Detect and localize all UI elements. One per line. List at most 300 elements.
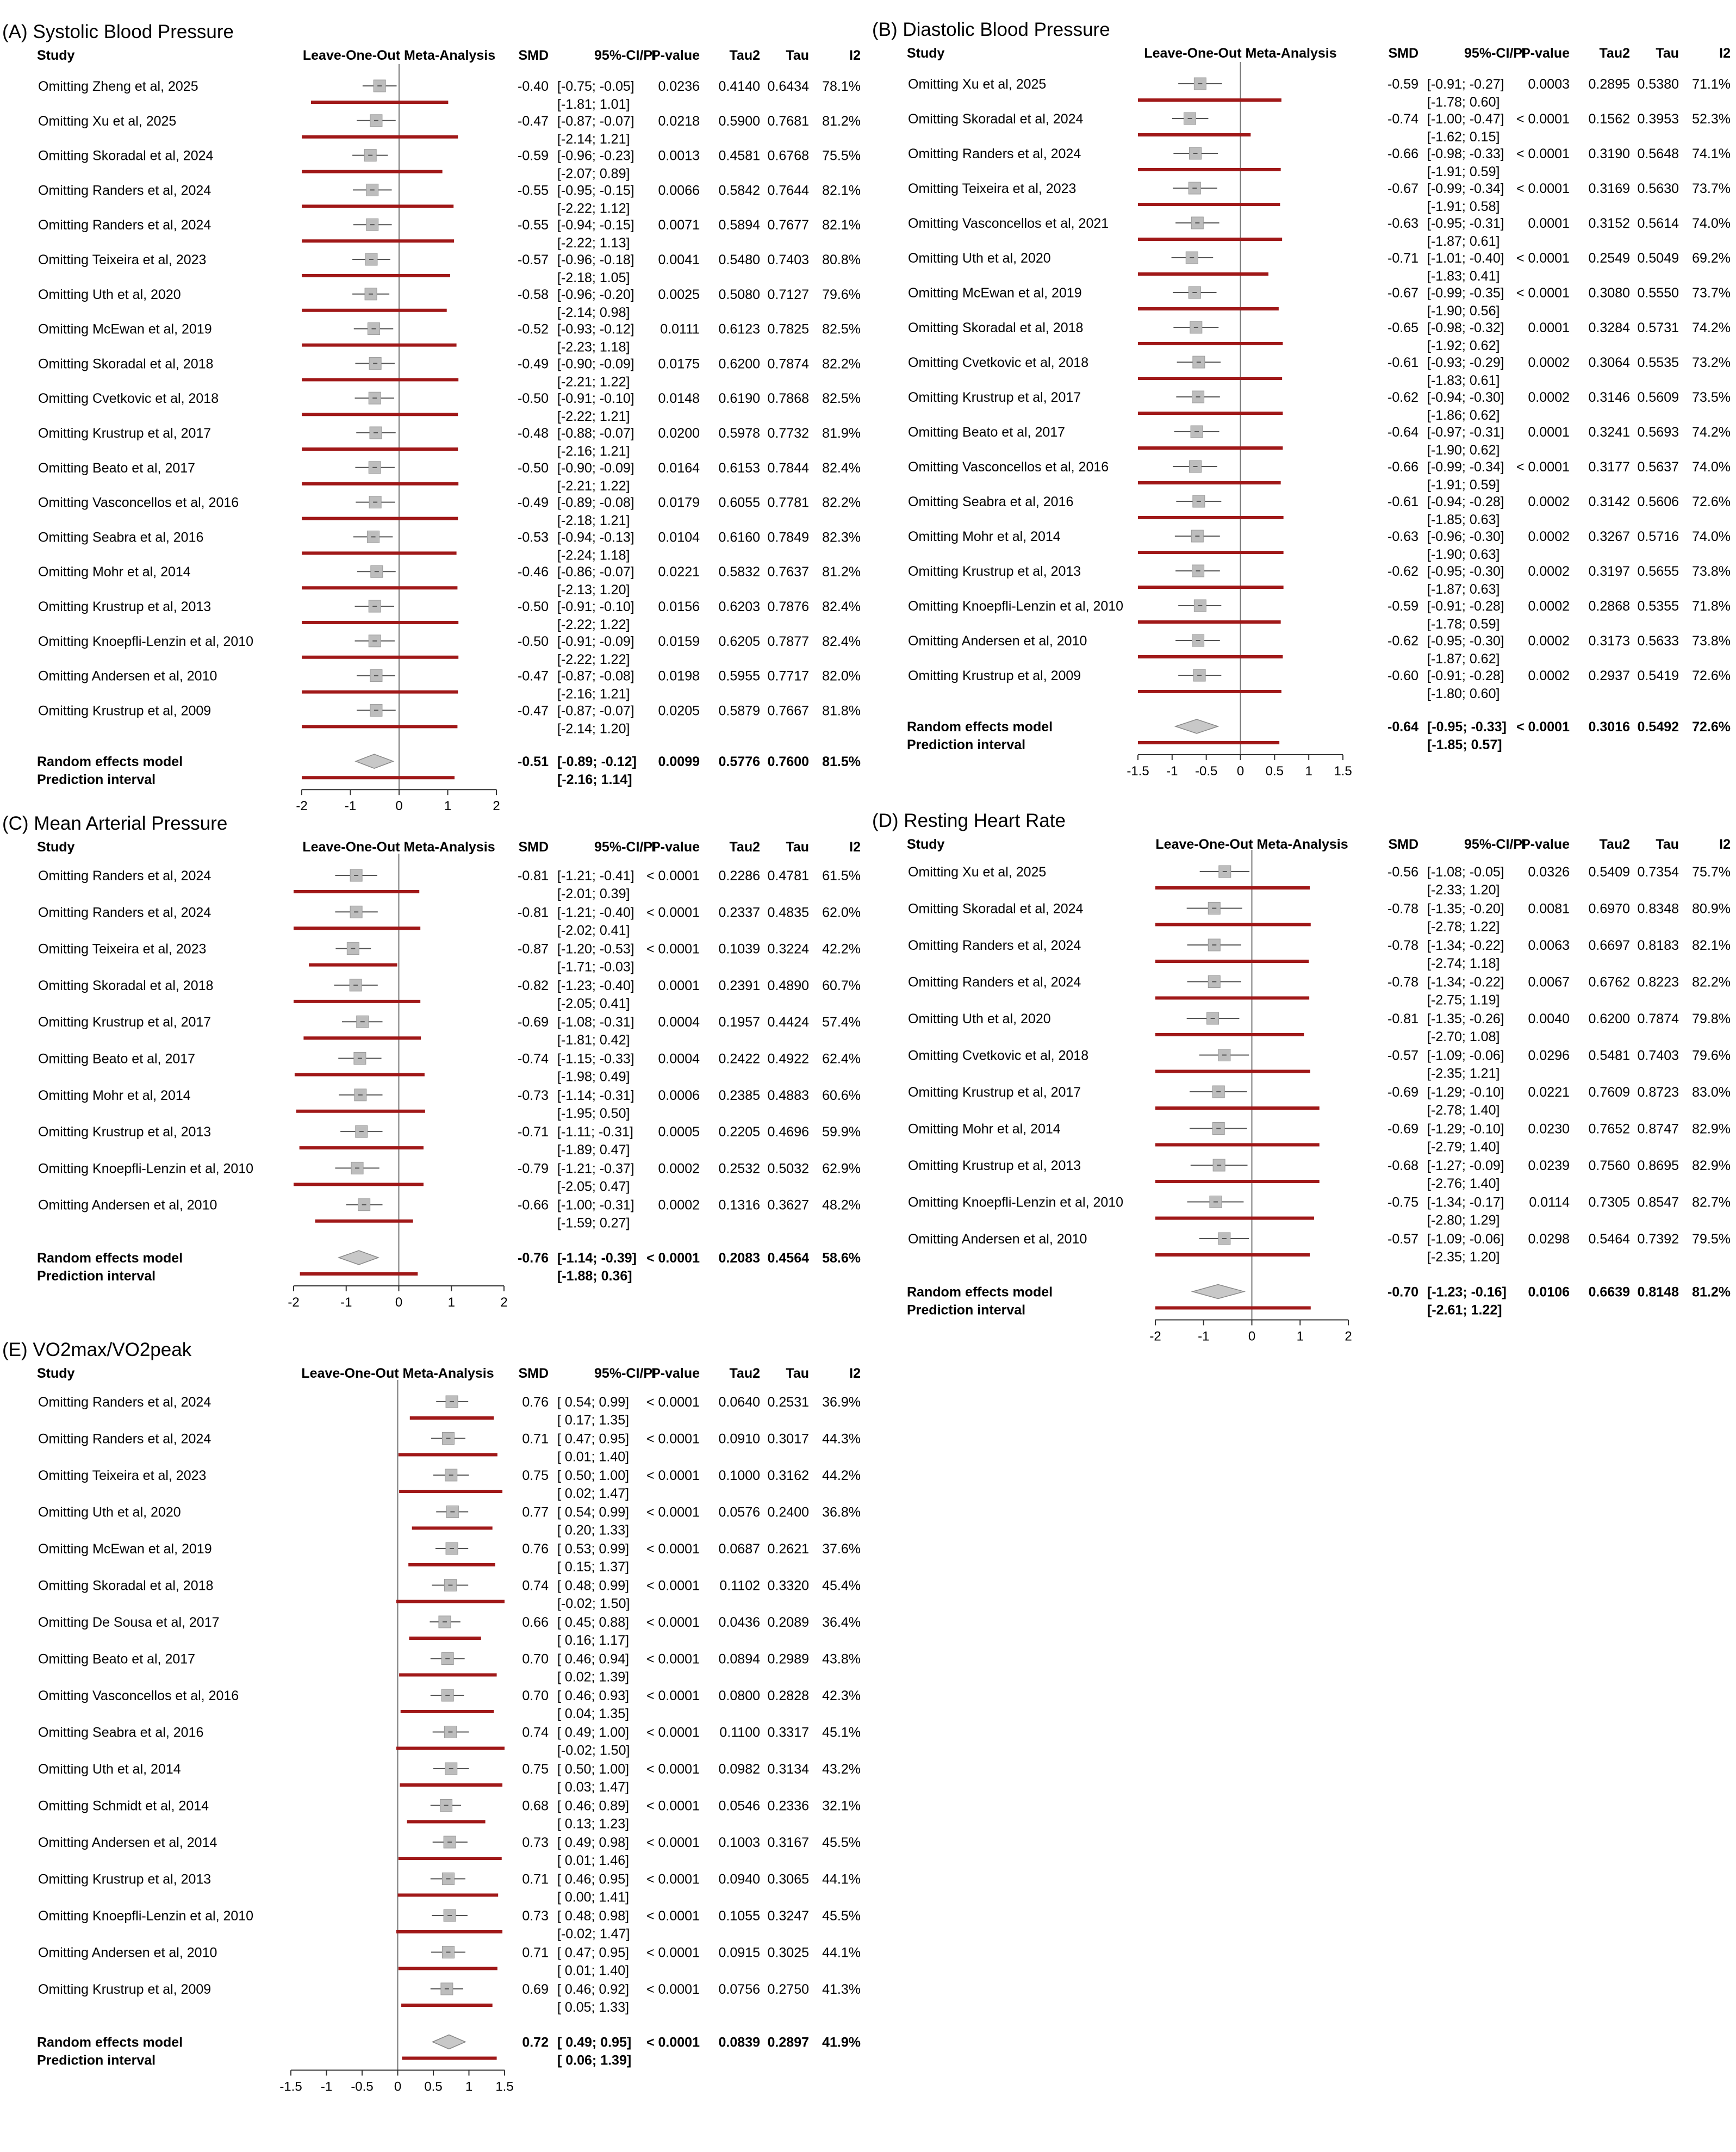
study-9-pi: [-2.76; 1.40]: [1427, 1176, 1500, 1191]
study-7-i2: 83.0%: [1692, 1085, 1731, 1100]
study-9-ci: [-1.21; -0.37]: [557, 1161, 634, 1177]
study-1-smd: -0.56: [1387, 864, 1418, 880]
study-2-pvalue: 0.0218: [658, 113, 700, 129]
study-7-pi: [-2.78; 1.40]: [1427, 1103, 1500, 1118]
study-5-pvalue: 0.0040: [1528, 1011, 1570, 1027]
overall-pi: [-2.61; 1.22]: [1427, 1302, 1502, 1318]
study-3-pi: [-1.91; 0.59]: [1427, 164, 1500, 179]
study-4-tau: 0.7644: [767, 183, 809, 198]
study-12-smd: -0.50: [518, 460, 549, 476]
study-16-i2: 71.8%: [1692, 599, 1731, 614]
study-2-pi: [-2.78; 1.22]: [1427, 919, 1500, 935]
study-10-pvalue: < 0.0001: [646, 1725, 700, 1740]
study-17-label: Omitting Krustrup et al, 2009: [38, 1982, 211, 1997]
overall-pi: [-1.85; 0.57]: [1427, 737, 1502, 752]
study-4-tau: 0.5630: [1637, 181, 1679, 196]
study-7-smd: 0.66: [522, 1615, 549, 1630]
study-11-i2: 74.2%: [1692, 425, 1731, 440]
study-17-label: Omitting Andersen et al, 2010: [908, 633, 1087, 649]
study-9-ci: [-0.90; -0.09]: [557, 356, 634, 372]
study-16-pi: [-1.78; 0.59]: [1427, 617, 1500, 632]
study-9-pvalue: 0.0002: [658, 1161, 700, 1177]
study-17-i2: 41.3%: [822, 1982, 861, 1997]
study-2-tau2: 0.2337: [718, 905, 760, 920]
study-3-pvalue: < 0.0001: [646, 941, 700, 957]
study-6-pi: [-2.18; 1.05]: [557, 270, 630, 285]
study-5-smd: -0.69: [518, 1015, 549, 1030]
study-7-smd: -0.69: [1387, 1085, 1418, 1100]
study-8-smd: -0.71: [518, 1124, 549, 1140]
study-8-pvalue: 0.0005: [658, 1124, 700, 1140]
study-1-smd: -0.40: [518, 79, 549, 94]
study-12-pvalue: < 0.0001: [646, 1798, 700, 1814]
prediction-label: Prediction interval: [37, 2053, 156, 2068]
study-5-pi: [ 0.15; 1.37]: [557, 1559, 630, 1575]
study-16-smd: 0.71: [522, 1945, 549, 1961]
study-15-smd: 0.73: [522, 1908, 549, 1924]
study-14-tau2: 0.3267: [1588, 529, 1630, 544]
study-2-tau2: 0.1562: [1588, 111, 1630, 127]
study-10-pvalue: 0.0002: [1528, 390, 1570, 405]
study-10-label: Omitting Cvetkovic et al, 2018: [38, 391, 219, 407]
study-16-pi: [-2.22; 1.22]: [557, 617, 630, 632]
study-18-pvalue: 0.0002: [1528, 668, 1570, 683]
study-19-pvalue: 0.0205: [658, 703, 700, 719]
study-1-tau2: 0.2286: [718, 868, 760, 884]
x-tick-label: 1: [1305, 764, 1312, 779]
study-7-i2: 60.6%: [822, 1087, 861, 1103]
study-1-pvalue: 0.0003: [1528, 77, 1570, 92]
study-14-label: Omitting Seabra et al, 2016: [38, 530, 204, 545]
study-1-label: Omitting Xu et al, 2025: [908, 864, 1047, 880]
study-13-i2: 45.5%: [822, 1835, 861, 1850]
study-17-smd: -0.62: [1387, 633, 1418, 649]
study-2-label: Omitting Skoradal et al, 2024: [908, 901, 1084, 917]
study-12-pi: [-2.21; 1.22]: [557, 478, 630, 494]
study-13-tau: 0.7781: [767, 495, 809, 511]
study-15-tau: 0.3247: [767, 1908, 809, 1924]
study-8-ci: [-1.29; -0.10]: [1427, 1121, 1504, 1137]
study-9-tau2: 0.6200: [718, 356, 760, 372]
study-4-smd: -0.55: [518, 183, 549, 198]
study-1-ci: [-1.08; -0.05]: [1427, 864, 1504, 880]
study-4-i2: 82.2%: [1692, 974, 1731, 990]
study-15-tau: 0.7637: [767, 564, 809, 580]
study-9-smd: -0.79: [518, 1161, 549, 1177]
study-4-i2: 82.1%: [822, 183, 861, 198]
study-8-label: Omitting Krustrup et al, 2013: [38, 1124, 211, 1140]
study-9-label: Omitting Knoepfli-Lenzin et al, 2010: [38, 1161, 254, 1177]
study-1-pi: [-1.81; 1.01]: [557, 97, 630, 112]
study-11-ci: [-0.97; -0.31]: [1427, 425, 1504, 440]
pooled-estimate-diamond: [356, 754, 393, 768]
overall-tau2: 0.6639: [1588, 1284, 1630, 1300]
pooled-estimate-diamond: [339, 1251, 378, 1265]
study-6-smd: -0.57: [518, 252, 549, 268]
study-9-ci: [ 0.46; 0.93]: [557, 1688, 630, 1703]
forest-plot-mean-arterial-pressure: [0, 810, 870, 1332]
study-16-tau2: 0.0915: [718, 1945, 760, 1961]
overall-ci: [-1.23; -0.16]: [1427, 1284, 1507, 1300]
study-7-pvalue: 0.0025: [658, 287, 700, 302]
forest-plot-systolic-bp: [0, 0, 870, 810]
study-11-pvalue: 0.0298: [1528, 1232, 1570, 1247]
study-10-tau: 0.7868: [767, 391, 809, 407]
study-19-i2: 81.8%: [822, 703, 861, 719]
overall-tau: 0.8148: [1637, 1284, 1679, 1300]
study-8-tau: 0.4696: [767, 1124, 809, 1140]
overall-tau: 0.2897: [767, 2035, 809, 2050]
overall-label: Random effects model: [37, 754, 183, 770]
study-2-i2: 44.3%: [822, 1431, 861, 1447]
study-3-i2: 74.1%: [1692, 146, 1731, 161]
study-1-label: Omitting Zheng et al, 2025: [38, 79, 198, 94]
study-12-smd: 0.68: [522, 1798, 549, 1814]
study-3-tau: 0.8183: [1637, 938, 1679, 953]
study-5-i2: 74.0%: [1692, 216, 1731, 231]
x-tick-label: 1.5: [495, 2079, 514, 2094]
x-tick-label: -1.5: [279, 2079, 302, 2094]
study-6-tau: 0.3320: [767, 1578, 809, 1594]
study-6-tau2: 0.5481: [1588, 1048, 1630, 1063]
prediction-label: Prediction interval: [907, 737, 1026, 752]
study-11-pvalue: 0.0200: [658, 426, 700, 441]
study-6-smd: -0.57: [1387, 1048, 1418, 1063]
study-7-smd: -0.67: [1387, 285, 1418, 301]
study-9-pi: [-1.83; 0.61]: [1427, 373, 1500, 388]
study-5-tau: 0.2621: [767, 1541, 809, 1557]
overall-tau: 0.4564: [767, 1251, 809, 1266]
study-18-smd: -0.47: [518, 668, 549, 684]
study-12-tau2: 0.6153: [718, 460, 760, 476]
study-1-pvalue: 0.0326: [1528, 864, 1570, 880]
study-2-i2: 80.9%: [1692, 901, 1731, 917]
study-10-pvalue: 0.0002: [658, 1197, 700, 1213]
study-2-tau: 0.3017: [767, 1431, 809, 1447]
study-5-label: Omitting McEwan et al, 2019: [38, 1541, 212, 1557]
study-2-smd: -0.74: [1387, 111, 1418, 127]
study-14-label: Omitting Mohr et al, 2014: [908, 529, 1061, 544]
study-9-smd: -0.49: [518, 356, 549, 372]
overall-i2: 81.5%: [822, 754, 861, 770]
study-16-tau2: 0.2868: [1588, 599, 1630, 614]
x-tick-label: 0.5: [424, 2079, 443, 2094]
study-4-label: Omitting Randers et al, 2024: [38, 183, 211, 198]
study-4-tau2: 0.5842: [718, 183, 760, 198]
study-8-pi: [-1.92; 0.62]: [1427, 338, 1500, 353]
study-6-i2: 69.2%: [1692, 251, 1731, 266]
study-6-ci: [-1.15; -0.33]: [557, 1051, 634, 1067]
study-1-label: Omitting Xu et al, 2025: [908, 77, 1047, 92]
study-18-pi: [-1.80; 0.60]: [1427, 686, 1500, 701]
x-tick-label: 0: [395, 799, 403, 810]
study-11-i2: 43.2%: [822, 1762, 861, 1777]
study-14-label: Omitting Krustrup et al, 2013: [38, 1871, 211, 1887]
x-tick-label: 0: [1248, 1329, 1256, 1344]
study-17-smd: -0.50: [518, 633, 549, 649]
study-10-pi: [-0.02; 1.50]: [557, 1743, 630, 1758]
study-1-label: Omitting Randers et al, 2024: [38, 868, 211, 884]
study-2-pi: [-1.62; 0.15]: [1427, 129, 1500, 145]
study-6-i2: 80.8%: [822, 252, 861, 268]
study-13-i2: 72.6%: [1692, 494, 1731, 509]
study-2-tau: 0.8348: [1637, 901, 1679, 917]
study-3-tau: 0.3224: [767, 941, 809, 957]
study-14-tau2: 0.6160: [718, 530, 760, 545]
study-9-smd: -0.61: [1387, 355, 1418, 370]
study-11-tau2: 0.5464: [1588, 1232, 1630, 1247]
study-17-tau: 0.2750: [767, 1982, 809, 1997]
study-8-label: Omitting McEwan et al, 2019: [38, 321, 212, 337]
study-6-smd: 0.74: [522, 1578, 549, 1594]
study-10-pi: [-2.80; 1.29]: [1427, 1212, 1500, 1228]
study-4-tau2: 0.6762: [1588, 974, 1630, 990]
study-12-pi: [-1.91; 0.59]: [1427, 477, 1500, 493]
study-5-ci: [ 0.53; 0.99]: [557, 1541, 630, 1557]
study-11-ci: [-1.09; -0.06]: [1427, 1232, 1504, 1247]
header-plot: Leave-One-Out Meta-Analysis: [302, 48, 496, 63]
study-11-tau2: 0.0982: [718, 1762, 760, 1777]
study-4-pi: [-2.05; 0.41]: [557, 996, 630, 1011]
study-2-tau: 0.7681: [767, 113, 809, 129]
study-13-i2: 82.2%: [822, 495, 861, 511]
study-16-ci: [ 0.47; 0.95]: [557, 1945, 630, 1961]
study-1-pi: [ 0.17; 1.35]: [557, 1413, 630, 1428]
study-4-ci: [-0.95; -0.15]: [557, 183, 634, 198]
study-17-ci: [ 0.46; 0.92]: [557, 1982, 630, 1997]
study-19-label: Omitting Krustrup et al, 2009: [38, 703, 211, 719]
study-7-pvalue: < 0.0001: [1516, 285, 1570, 301]
study-11-smd: -0.57: [1387, 1232, 1418, 1247]
study-5-tau: 0.7874: [1637, 1011, 1679, 1027]
study-6-label: Omitting Beato et al, 2017: [38, 1051, 196, 1067]
study-19-ci: [-0.87; -0.07]: [557, 703, 634, 719]
study-13-ci: [-0.94; -0.28]: [1427, 494, 1504, 509]
study-11-ci: [-0.88; -0.07]: [557, 426, 634, 441]
study-17-pi: [ 0.05; 1.33]: [557, 2000, 630, 2015]
study-4-pi: [-2.75; 1.19]: [1427, 992, 1500, 1008]
study-12-i2: 32.1%: [822, 1798, 861, 1814]
header-ci: 95%-CI/PI: [594, 1366, 656, 1381]
study-7-smd: -0.58: [518, 287, 549, 302]
study-6-ci: [-0.96; -0.18]: [557, 252, 634, 268]
study-6-tau2: 0.2549: [1588, 251, 1630, 266]
study-9-pi: [ 0.04; 1.35]: [557, 1706, 630, 1721]
study-4-label: Omitting Uth et al, 2020: [38, 1504, 181, 1520]
study-7-label: Omitting Uth et al, 2020: [38, 287, 181, 302]
study-3-pvalue: 0.0063: [1528, 938, 1570, 953]
study-16-pvalue: 0.0002: [1528, 599, 1570, 614]
study-7-tau2: 0.0436: [718, 1615, 760, 1630]
study-10-pi: [-2.22; 1.21]: [557, 409, 630, 425]
study-7-pvalue: < 0.0001: [646, 1615, 700, 1630]
study-6-pvalue: < 0.0001: [646, 1578, 700, 1594]
header-smd: SMD: [1388, 46, 1418, 61]
study-17-pvalue: < 0.0001: [646, 1982, 700, 1997]
study-2-tau: 0.3953: [1637, 111, 1679, 127]
study-1-i2: 78.1%: [822, 79, 861, 94]
study-2-pvalue: < 0.0001: [646, 1431, 700, 1447]
study-4-pvalue: 0.0066: [658, 183, 700, 198]
study-1-tau: 0.2531: [767, 1395, 809, 1410]
study-17-tau2: 0.6205: [718, 633, 760, 649]
overall-pi: [-1.88; 0.36]: [557, 1268, 632, 1284]
study-17-pi: [-1.87; 0.62]: [1427, 651, 1500, 667]
study-16-pvalue: < 0.0001: [646, 1945, 700, 1961]
study-17-ci: [-0.95; -0.30]: [1427, 633, 1504, 649]
study-17-tau2: 0.0756: [718, 1982, 760, 1997]
study-6-i2: 45.4%: [822, 1578, 861, 1594]
study-3-tau2: 0.1000: [718, 1468, 760, 1483]
study-3-label: Omitting Skoradal et al, 2024: [38, 148, 214, 164]
study-3-tau2: 0.6697: [1588, 938, 1630, 953]
study-2-pvalue: 0.0081: [1528, 901, 1570, 917]
study-5-i2: 82.1%: [822, 217, 861, 233]
study-15-tau2: 0.5832: [718, 564, 760, 580]
study-6-tau: 0.4922: [767, 1051, 809, 1067]
study-5-label: Omitting Randers et al, 2024: [38, 217, 211, 233]
study-12-ci: [-0.90; -0.09]: [557, 460, 634, 476]
study-9-i2: 82.2%: [822, 356, 861, 372]
study-17-i2: 82.4%: [822, 633, 861, 649]
x-tick-label: -2: [288, 1295, 300, 1310]
study-14-i2: 74.0%: [1692, 529, 1731, 544]
study-17-tau: 0.5633: [1637, 633, 1679, 649]
study-1-tau2: 0.0640: [718, 1395, 760, 1410]
study-12-pvalue: < 0.0001: [1516, 459, 1570, 475]
study-4-pvalue: 0.0067: [1528, 974, 1570, 990]
study-12-smd: -0.66: [1387, 459, 1418, 475]
panel-title: (B) Diastolic Blood Pressure: [872, 19, 1110, 40]
study-18-i2: 72.6%: [1692, 668, 1731, 683]
overall-ci: [ 0.49; 0.95]: [557, 2035, 632, 2050]
study-15-smd: -0.62: [1387, 564, 1418, 579]
study-7-ci: [ 0.45; 0.88]: [557, 1615, 630, 1630]
overall-smd: -0.76: [518, 1251, 549, 1266]
study-13-tau2: 0.6055: [718, 495, 760, 511]
x-tick-label: -0.5: [1194, 764, 1218, 779]
header-plot: Leave-One-Out Meta-Analysis: [1144, 46, 1337, 61]
study-16-tau: 0.7876: [767, 599, 809, 614]
x-tick-label: 2: [1345, 1329, 1352, 1344]
study-4-ci: [-1.34; -0.22]: [1427, 974, 1504, 990]
study-1-smd: -0.81: [518, 868, 549, 884]
study-7-ci: [-0.99; -0.35]: [1427, 285, 1504, 301]
study-3-ci: [-0.96; -0.23]: [557, 148, 634, 164]
study-7-label: Omitting De Sousa et al, 2017: [38, 1615, 220, 1630]
study-2-smd: -0.78: [1387, 901, 1418, 917]
study-17-tau2: 0.3173: [1588, 633, 1630, 649]
header-pvalue: P-value: [651, 48, 700, 63]
study-13-tau2: 0.3142: [1588, 494, 1630, 509]
study-18-smd: -0.60: [1387, 668, 1418, 683]
study-13-ci: [ 0.49; 0.98]: [557, 1835, 630, 1850]
study-1-pvalue: < 0.0001: [646, 1395, 700, 1410]
study-4-ci: [ 0.54; 0.99]: [557, 1504, 630, 1520]
study-6-pvalue: < 0.0001: [1516, 251, 1570, 266]
study-1-i2: 71.1%: [1692, 77, 1731, 92]
x-tick-label: 1: [1296, 1329, 1304, 1344]
study-1-smd: 0.76: [522, 1395, 549, 1410]
study-3-pi: [-2.07; 0.89]: [557, 166, 630, 182]
study-11-label: Omitting Andersen et al, 2010: [908, 1232, 1087, 1247]
study-14-tau2: 0.0940: [718, 1871, 760, 1887]
study-5-pi: [-1.87; 0.61]: [1427, 234, 1500, 249]
study-6-ci: [-1.09; -0.06]: [1427, 1048, 1504, 1063]
study-10-smd: -0.62: [1387, 390, 1418, 405]
panel-title: (A) Systolic Blood Pressure: [2, 21, 234, 42]
study-16-i2: 44.1%: [822, 1945, 861, 1961]
study-10-label: Omitting Krustrup et al, 2017: [908, 390, 1081, 405]
study-5-smd: -0.81: [1387, 1011, 1418, 1027]
study-4-tau: 0.2400: [767, 1504, 809, 1520]
study-6-i2: 62.4%: [822, 1051, 861, 1067]
study-11-pvalue: < 0.0001: [646, 1762, 700, 1777]
header-study: Study: [37, 48, 75, 63]
study-10-tau: 0.5609: [1637, 390, 1679, 405]
header-tau2: Tau2: [1599, 46, 1630, 61]
overall-smd: -0.64: [1387, 719, 1418, 735]
study-1-pi: [-2.01; 0.39]: [557, 886, 630, 901]
study-6-pvalue: 0.0004: [658, 1051, 700, 1067]
study-4-tau2: 0.3169: [1588, 181, 1630, 196]
forest-plot-diastolic-bp: [870, 0, 1736, 810]
study-13-label: Omitting Andersen et al, 2014: [38, 1835, 217, 1850]
study-2-pi: [ 0.01; 1.40]: [557, 1449, 630, 1465]
study-6-tau2: 0.1102: [719, 1578, 760, 1594]
study-9-tau2: 0.0800: [718, 1688, 760, 1703]
study-15-pi: [-2.13; 1.20]: [557, 582, 630, 598]
study-9-pi: [-2.21; 1.22]: [557, 374, 630, 390]
header-plot: Leave-One-Out Meta-Analysis: [1155, 837, 1348, 852]
study-19-tau: 0.7667: [767, 703, 809, 719]
overall-i2: 41.9%: [822, 2035, 861, 2050]
study-7-pvalue: 0.0006: [658, 1087, 700, 1103]
x-tick-label: -1: [344, 799, 357, 810]
study-7-ci: [-0.96; -0.20]: [557, 287, 634, 302]
study-7-pi: [-2.14; 0.98]: [557, 304, 630, 320]
study-12-pi: [ 0.13; 1.23]: [557, 1816, 630, 1832]
study-15-tau2: 0.3197: [1588, 564, 1630, 579]
study-4-pi: [-1.91; 0.58]: [1427, 199, 1500, 214]
study-10-tau2: 0.6190: [718, 391, 760, 407]
study-13-smd: 0.73: [522, 1835, 549, 1850]
header-pvalue: P-value: [1521, 46, 1570, 61]
x-tick-label: 0: [1236, 764, 1245, 779]
study-6-pvalue: 0.0041: [658, 252, 700, 268]
study-2-i2: 62.0%: [822, 905, 861, 920]
study-13-label: Omitting Vasconcellos et al, 2016: [38, 495, 239, 511]
study-10-i2: 82.7%: [1692, 1195, 1731, 1210]
study-4-pvalue: 0.0001: [658, 978, 700, 993]
pooled-estimate-diamond: [433, 2035, 465, 2049]
study-14-pvalue: 0.0104: [658, 530, 700, 545]
study-3-smd: -0.87: [518, 941, 549, 957]
study-8-smd: -0.52: [518, 321, 549, 337]
header-i2: I2: [849, 839, 861, 855]
study-5-smd: 0.76: [522, 1541, 549, 1557]
overall-smd: 0.72: [522, 2035, 549, 2050]
study-14-i2: 82.3%: [822, 530, 861, 545]
overall-ci: [-0.95; -0.33]: [1427, 719, 1507, 735]
study-4-ci: [-0.99; -0.34]: [1427, 181, 1504, 196]
study-13-pvalue: 0.0179: [658, 495, 700, 511]
study-6-tau2: 0.2422: [718, 1051, 760, 1067]
study-7-i2: 79.6%: [822, 287, 861, 302]
study-12-tau2: 0.0546: [718, 1798, 760, 1814]
study-2-smd: 0.71: [522, 1431, 549, 1447]
study-7-tau2: 0.5080: [718, 287, 760, 302]
